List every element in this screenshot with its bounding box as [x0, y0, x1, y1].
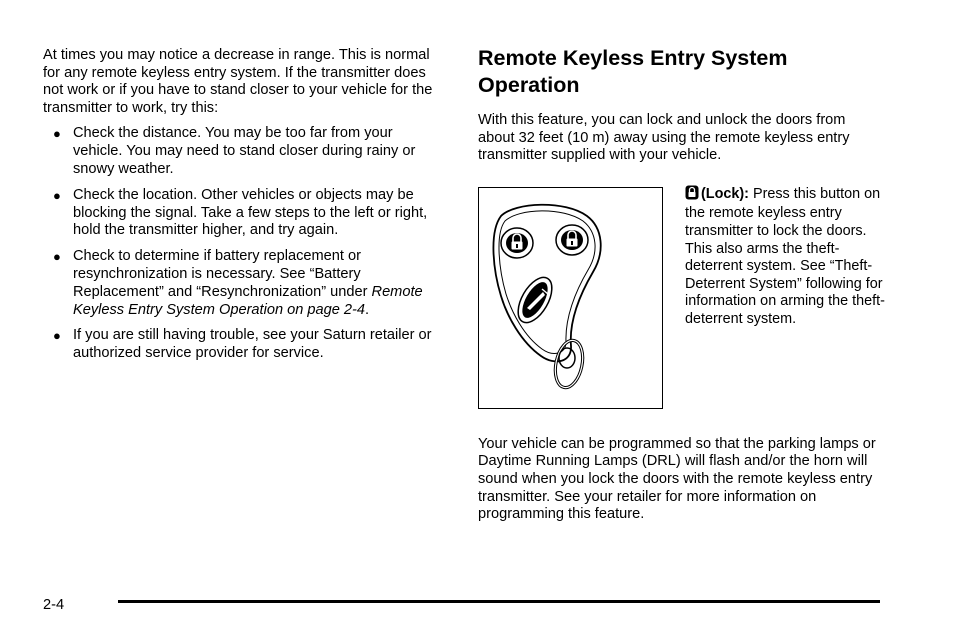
bullet-icon: ●	[53, 126, 61, 142]
list-item: ● Check the distance. You may be too far from your vehicle. You may need to stand closer during rainy or snowy weather.	[53, 125, 416, 177]
unlock-button	[556, 225, 588, 255]
section-title: Remote Keyless Entry System Operation	[478, 46, 788, 97]
key-fob-drawing	[479, 188, 661, 407]
right-column	[478, 45, 883, 524]
list-item: ● Check to determine if battery replacement or resynchronization is necessary. See “Battery Replacement” and “Resynchronization” under Remote Keyless Entry System Operation on page 2-4.	[53, 248, 423, 318]
troubleshooting-list	[43, 125, 441, 363]
list-item: ● If you are still having trouble, see your Saturn retailer or authorized service provider for service.	[53, 327, 432, 362]
transmitter-illustration	[478, 187, 663, 409]
lock-label: (Lock):	[701, 185, 749, 202]
lock-icon	[685, 185, 699, 206]
figure-row	[478, 187, 883, 412]
page-number: 2-4	[43, 597, 65, 613]
lock-button	[501, 228, 533, 258]
list-item: ● Check the location. Other vehicles or objects may be blocking the signal. Take a few steps to the left or right, hold the transmitter higher, and try again.	[53, 186, 428, 239]
lock-description	[685, 185, 885, 329]
bullet-icon: ●	[53, 249, 61, 265]
closing-paragraph: Your vehicle can be programmed so that the parking lamps or Daytime Running Lamps (DRL) will flash and/or the horn will sound when you lock the doors with the remote keyless entry transmitter. See your retailer for more information on programming this feature.	[478, 435, 876, 523]
lead-paragraph: With this feature, you can lock and unlock the doors from about 32 feet (10 m) away using the remote keyless entry transmitter supplied with your vehicle.	[478, 112, 850, 164]
cross-reference: Remote Keyless Entry System Operation on page 2-4	[73, 283, 423, 318]
left-column	[43, 47, 441, 371]
bullet-icon: ●	[53, 328, 61, 344]
intro-paragraph: At times you may notice a decrease in range. This is normal for any remote keyless entry system. If the transmitter does not work or if you have to stand closer to your vehicle for the transmitter to work, try this:	[43, 47, 433, 116]
footer-divider	[118, 600, 880, 603]
bullet-icon: ●	[53, 187, 61, 203]
lock-text: Press this button on the remote keyless entry transmitter to lock the doors. This also arms the theft-deterrent system. See “Theft-Deterrent System” following for information on arming the theft-deterrent system.	[685, 185, 885, 327]
